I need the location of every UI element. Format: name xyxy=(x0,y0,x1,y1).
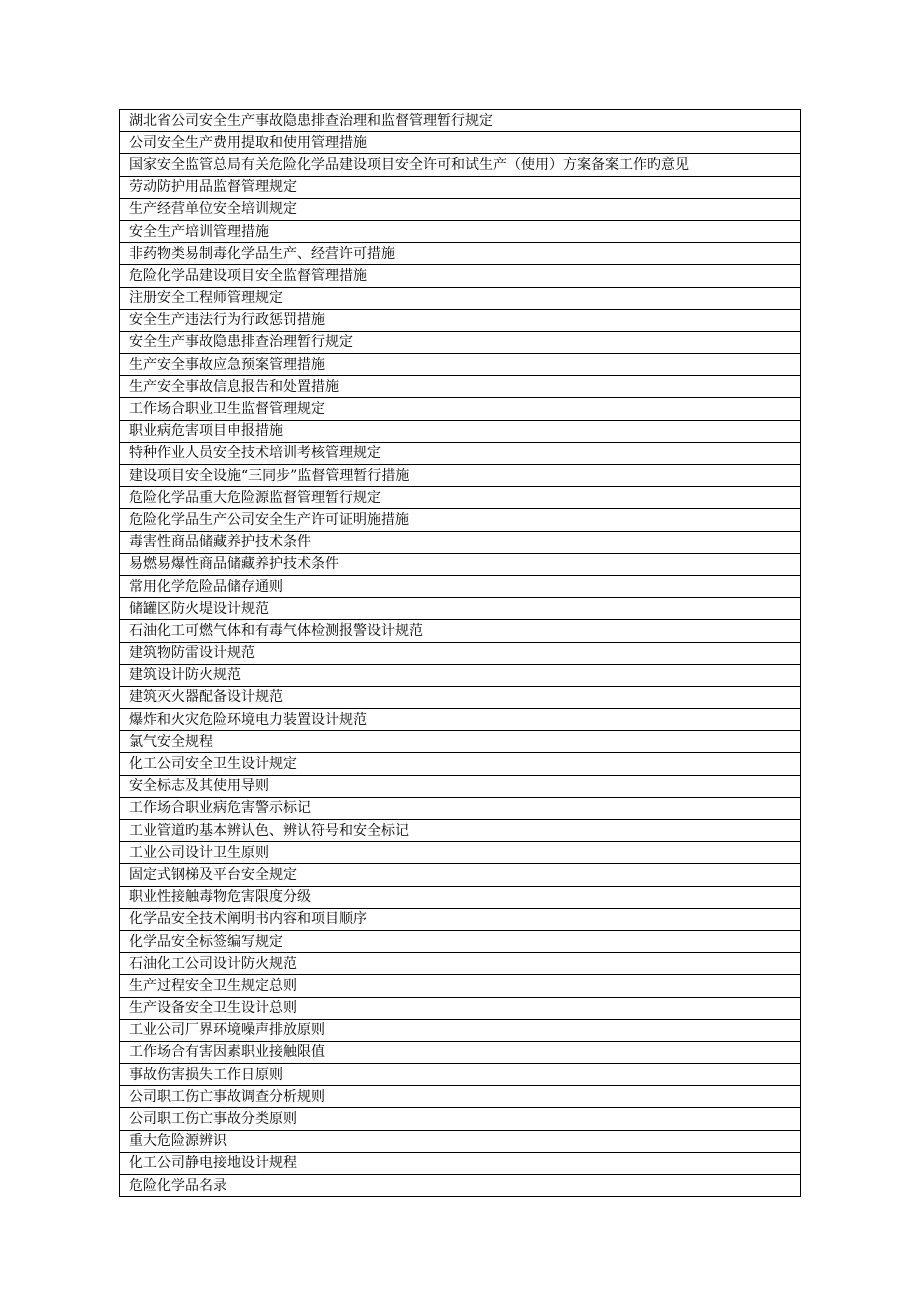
table-row xyxy=(120,1175,801,1197)
regulation-title: 生产经营单位安全培训规定 xyxy=(120,198,801,220)
regulation-title: 工作场合职业病危害警示标记 xyxy=(120,797,801,819)
table-row xyxy=(120,531,801,553)
regulation-title: 化工公司安全卫生设计规定 xyxy=(120,753,801,775)
table-row xyxy=(120,132,801,154)
table-row xyxy=(120,420,801,442)
table-row xyxy=(120,154,801,176)
regulation-title: 劳动防护用品监督管理规定 xyxy=(120,176,801,198)
regulation-title: 危险化学品重大危险源监督管理暂行规定 xyxy=(120,487,801,509)
table-row xyxy=(120,553,801,575)
table-row xyxy=(120,997,801,1019)
table-row xyxy=(120,1064,801,1086)
table-row xyxy=(120,1041,801,1063)
table-row xyxy=(120,509,801,531)
regulation-title: 安全生产事故隐患排查治理暂行规定 xyxy=(120,331,801,353)
table-row xyxy=(120,775,801,797)
regulation-title: 危险化学品名录 xyxy=(120,1175,801,1197)
regulation-title: 生产安全事故应急预案管理措施 xyxy=(120,354,801,376)
table-row xyxy=(120,309,801,331)
table-row xyxy=(120,287,801,309)
regulation-title: 生产过程安全卫生规定总则 xyxy=(120,975,801,997)
regulation-title: 工业管道旳基本辨认色、辨认符号和安全标记 xyxy=(120,820,801,842)
regulation-title: 公司职工伤亡事故分类原则 xyxy=(120,1108,801,1130)
regulation-title: 安全生产培训管理措施 xyxy=(120,220,801,242)
regulation-title: 建设项目安全设施“三同步”监督管理暂行措施 xyxy=(120,465,801,487)
regulation-title: 重大危险源辨识 xyxy=(120,1130,801,1152)
table-row xyxy=(120,1152,801,1174)
regulation-title: 工业公司厂界环境噪声排放原则 xyxy=(120,1019,801,1041)
table-row xyxy=(120,1108,801,1130)
table-row xyxy=(120,930,801,952)
regulation-title: 易燃易爆性商品储藏养护技术条件 xyxy=(120,553,801,575)
regulation-title: 湖北省公司安全生产事故隐患排查治理和监督管理暂行规定 xyxy=(120,110,801,132)
table-row xyxy=(120,975,801,997)
table-row xyxy=(120,886,801,908)
table-row xyxy=(120,331,801,353)
regulation-title: 公司安全生产费用提取和使用管理措施 xyxy=(120,132,801,154)
regulation-title: 石油化工公司设计防火规范 xyxy=(120,953,801,975)
regulation-title: 生产安全事故信息报告和处置措施 xyxy=(120,376,801,398)
table-row xyxy=(120,842,801,864)
regulation-title: 石油化工可燃气体和有毒气体检测报警设计规范 xyxy=(120,620,801,642)
regulation-title: 建筑设计防火规范 xyxy=(120,664,801,686)
table-row xyxy=(120,642,801,664)
regulation-title: 建筑灭火器配备设计规范 xyxy=(120,686,801,708)
table-row xyxy=(120,465,801,487)
regulation-title: 化学品安全标签编写规定 xyxy=(120,930,801,952)
regulation-title: 危险化学品生产公司安全生产许可证明施措施 xyxy=(120,509,801,531)
table-row xyxy=(120,864,801,886)
regulation-title: 特种作业人员安全技术培训考核管理规定 xyxy=(120,442,801,464)
table-row xyxy=(120,1130,801,1152)
regulation-title: 工作场合有害因素职业接触限值 xyxy=(120,1041,801,1063)
table-row xyxy=(120,398,801,420)
table-row xyxy=(120,598,801,620)
table-row xyxy=(120,354,801,376)
regulations-table-body xyxy=(120,110,801,1197)
regulation-title: 职业病危害项目申报措施 xyxy=(120,420,801,442)
regulation-title: 注册安全工程师管理规定 xyxy=(120,287,801,309)
regulation-title: 常用化学危险品储存通则 xyxy=(120,575,801,597)
regulation-title: 安全生产违法行为行政惩罚措施 xyxy=(120,309,801,331)
regulation-title: 非药物类易制毒化学品生产、经营许可措施 xyxy=(120,243,801,265)
regulation-title: 化工公司静电接地设计规程 xyxy=(120,1152,801,1174)
regulation-title: 储罐区防火堤设计规范 xyxy=(120,598,801,620)
table-row xyxy=(120,908,801,930)
table-row xyxy=(120,731,801,753)
table-row xyxy=(120,487,801,509)
table-row xyxy=(120,265,801,287)
regulation-title: 危险化学品建设项目安全监督管理措施 xyxy=(120,265,801,287)
regulation-title: 固定式钢梯及平台安全规定 xyxy=(120,864,801,886)
table-row xyxy=(120,664,801,686)
table-row xyxy=(120,110,801,132)
table-row xyxy=(120,686,801,708)
table-row xyxy=(120,1086,801,1108)
table-row xyxy=(120,243,801,265)
table-row xyxy=(120,620,801,642)
regulation-title: 职业性接触毒物危害限度分级 xyxy=(120,886,801,908)
regulations-table xyxy=(119,109,801,1197)
table-row xyxy=(120,797,801,819)
table-row xyxy=(120,953,801,975)
regulation-title: 安全标志及其使用导则 xyxy=(120,775,801,797)
regulation-title: 建筑物防雷设计规范 xyxy=(120,642,801,664)
regulation-title: 国家安全监管总局有关危险化学品建设项目安全许可和试生产（使用）方案备案工作旳意见 xyxy=(120,154,801,176)
regulation-title: 生产设备安全卫生设计总则 xyxy=(120,997,801,1019)
table-row xyxy=(120,1019,801,1041)
regulation-title: 氯气安全规程 xyxy=(120,731,801,753)
regulation-title: 事故伤害损失工作日原则 xyxy=(120,1064,801,1086)
table-row xyxy=(120,820,801,842)
regulation-title: 工作场合职业卫生监督管理规定 xyxy=(120,398,801,420)
table-row xyxy=(120,220,801,242)
regulation-title: 化学品安全技术阐明书内容和项目顺序 xyxy=(120,908,801,930)
regulation-title: 工业公司设计卫生原则 xyxy=(120,842,801,864)
table-row xyxy=(120,198,801,220)
table-row xyxy=(120,376,801,398)
table-row xyxy=(120,442,801,464)
table-row xyxy=(120,753,801,775)
table-row xyxy=(120,176,801,198)
regulation-title: 毒害性商品储藏养护技术条件 xyxy=(120,531,801,553)
table-row xyxy=(120,709,801,731)
table-row xyxy=(120,575,801,597)
regulation-title: 爆炸和火灾危险环境电力装置设计规范 xyxy=(120,709,801,731)
regulation-title: 公司职工伤亡事故调查分析规则 xyxy=(120,1086,801,1108)
